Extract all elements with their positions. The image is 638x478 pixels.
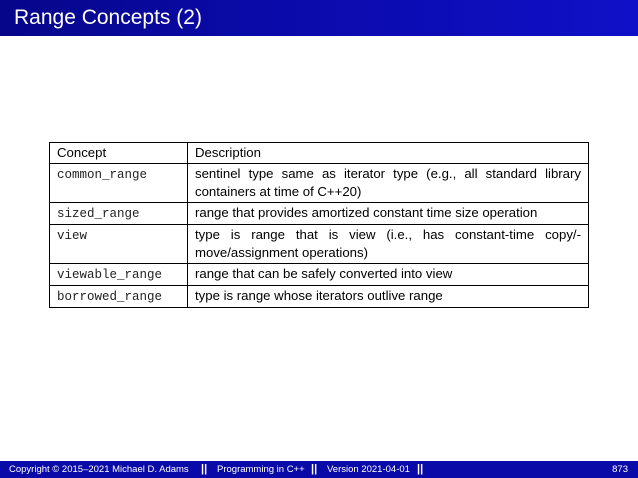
footer-course: Programming in C++ xyxy=(217,464,305,475)
table-row xyxy=(50,225,589,264)
header-description: Description xyxy=(188,143,589,164)
footer-separator: || xyxy=(417,463,424,475)
slide-title: Range Concepts (2) xyxy=(14,6,202,29)
table-row xyxy=(50,203,589,225)
concept-description: range that provides amortized constant time size operation xyxy=(188,203,589,225)
concept-table xyxy=(49,142,589,308)
footer-bar xyxy=(0,461,638,478)
footer-page-number: 873 xyxy=(612,464,628,475)
table-row xyxy=(50,264,589,286)
concept-name: sized_range xyxy=(57,207,140,221)
title-bar xyxy=(0,0,638,36)
concept-description: sentinel type same as iterator type (e.g., all standard library containers at time of C++20) xyxy=(188,164,589,203)
header-concept: Concept xyxy=(50,143,188,164)
concept-description: type is range whose iterators outlive range xyxy=(188,286,589,308)
table-row xyxy=(50,286,589,308)
footer-separator: || xyxy=(311,463,318,475)
footer-separator: || xyxy=(201,463,208,475)
footer-copyright: Copyright © 2015–2021 Michael D. Adams xyxy=(9,464,189,475)
concept-name: viewable_range xyxy=(57,268,163,282)
table-header-row xyxy=(50,143,589,164)
concept-name: common_range xyxy=(57,168,148,182)
footer-version: Version 2021-04-01 xyxy=(327,464,410,475)
concept-description: range that can be safely converted into view xyxy=(188,264,589,286)
concept-description: type is range that is view (i.e., has constant-time copy/-move/assignment operations) xyxy=(188,225,589,264)
concept-name: borrowed_range xyxy=(57,290,163,304)
concept-name: view xyxy=(57,229,88,243)
table-row xyxy=(50,164,589,203)
